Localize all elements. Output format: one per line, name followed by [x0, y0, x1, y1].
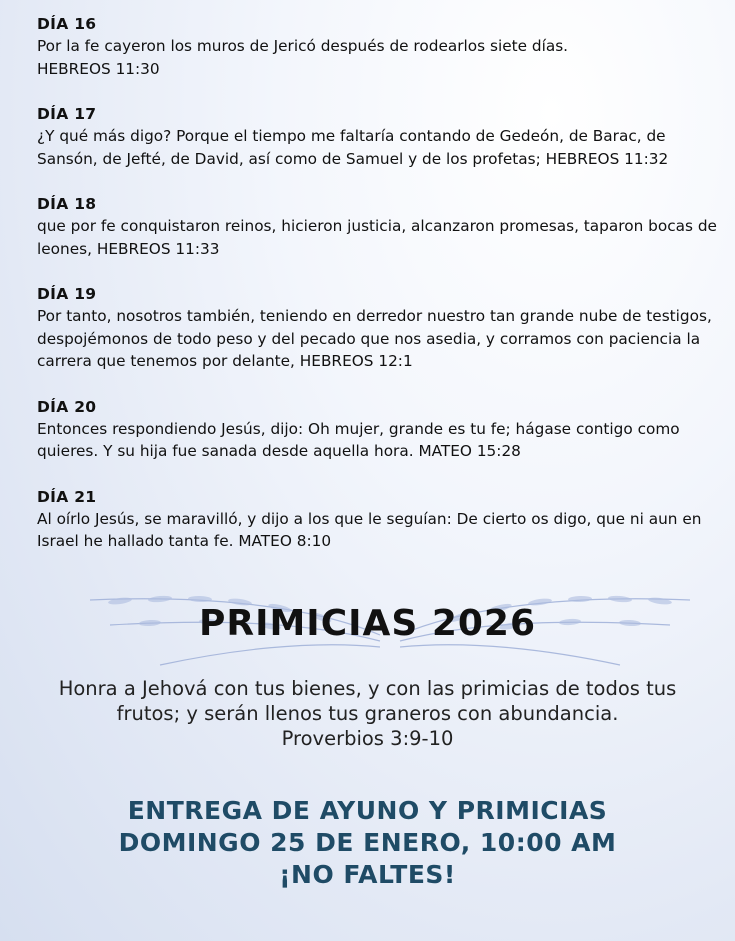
entry-day-16: [37, 13, 727, 80]
verse-line: frutos; y serán llenos tus graneros con abundancia.: [116, 702, 619, 725]
announcement-date: DOMINGO 25 DE ENERO, 10:00 AM: [118, 828, 617, 857]
entry-title: DÍA 18: [37, 195, 97, 213]
entry-day-18: [37, 193, 727, 260]
banner-title: PRIMICIAS 2026: [198, 603, 537, 644]
announcement-callout: ¡NO FALTES!: [279, 860, 456, 889]
entry-day-19: [37, 283, 727, 373]
announcement-line: ENTREGA DE AYUNO Y PRIMICIAS: [127, 796, 608, 825]
entry-text: Por tanto, nosotros también, teniendo en derredor nuestro tan grande nube de testigos, despojémonos de todo peso y del pecado que nos asedia, y corramos con paciencia la carrera que tenemos por delante, HEBREOS 12:1: [37, 307, 712, 370]
entry-title: DÍA 16: [37, 15, 97, 33]
entry-title: DÍA 17: [37, 105, 97, 123]
entry-title: DÍA 19: [37, 285, 97, 303]
entry-title: DÍA 21: [37, 487, 97, 506]
entry-text: Por la fe cayeron los muros de Jericó después de rodearlos siete días. HEBREOS 11:30: [37, 37, 569, 78]
entry-day-17: [37, 103, 727, 170]
verse-line: Honra a Jehová con tus bienes, y con las primicias de todos tus: [58, 677, 677, 700]
devotional-entries: [37, 13, 727, 576]
banner-verse: [40, 676, 695, 751]
event-announcement: [0, 795, 735, 891]
entry-day-21: [37, 486, 727, 553]
entry-text: ¿Y qué más digo? Porque el tiempo me faltaría contando de Gedeón, de Barac, de Sansón, de Jefté, de David, así como de Samuel y de los profetas; HEBREOS 11:32: [37, 127, 669, 168]
entry-text: Al oírlo Jesús, se maravilló, y dijo a los que le seguían: De cierto os digo, que ni aun en Israel he hallado tanta fe. MATEO 8:10: [37, 509, 702, 550]
verse-reference: Proverbios 3:9-10: [281, 727, 454, 750]
entry-text: que por fe conquistaron reinos, hicieron justicia, alcanzaron promesas, taparon bocas de leones, HEBREOS 11:33: [37, 217, 717, 258]
entry-title: DÍA 20: [37, 397, 97, 416]
entry-text: Entonces respondiendo Jesús, dijo: Oh mujer, grande es tu fe; hágase contigo como quieres. Y su hija fue sanada desde aquella hora. MATEO 15:28: [37, 419, 680, 460]
entry-day-20: [37, 396, 727, 463]
